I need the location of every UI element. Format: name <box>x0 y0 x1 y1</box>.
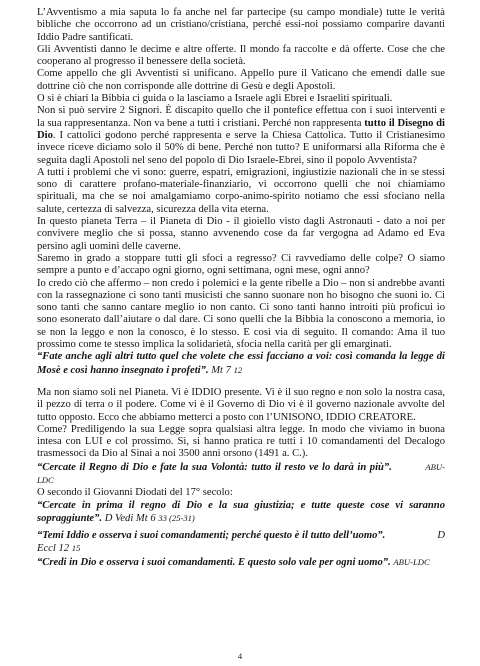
bible-quote <box>37 500 445 526</box>
paragraph: Io credo ciò che affermo – non credo i polemici e la gente ribelle a Dio – non si andrebbe avanti con la rassegnazione ci sono tanti musicisti che sanno suonare non ho bisogno che suoni io. Ci sono tanti che sanno cantare meglio io non canto. Ci sono tanti hanno introiti più proficui io sono esonerato dall’aiutare o dal dare. Ci sono quelli che la Bibbia la conoscono a memoria, io se non la leggo e non la conosco, è lo stesso. E così via di seguito. Il comando: Ama il tuo prossimo come te stesso implica la solidarietà, sfocia nella carità per gli emarginati. <box>37 277 445 351</box>
quote-text: “Credi in Dio e osserva i suoi comandamenti. E questo solo vale per ogni uomo”. <box>37 556 391 568</box>
bible-quote <box>37 351 445 377</box>
bible-quote <box>37 530 445 542</box>
paragraph: L’Avventismo a mia saputa lo fa anche nel far partecipe (su campo mondiale) tutte le verità bibliche che occorrono ad un cristiano/cristiana, perché essi-noi possiamo comparire davanti Iddio Padre santificati. <box>37 7 445 43</box>
paragraph: Ma non siamo soli nel Pianeta. Vi è IDDIO presente. Vi è il suo regno e non solo la nostra casa, il pezzo di terra o il podere. Come vi è il Governo di Dio vi è il governo nazionale avvolte del tutto opposto. Ecco che abbiamo metterci a posto con l’UNISONO, IDDIO CREATORE. <box>37 386 445 423</box>
paragraph: In questo pianeta Terra – il Pianeta di Dio - il gioiello visto dagli Astronauti - dato a noi per convivere meglio che si possa, stanno avvenendo cose da far vergogna ad Adamo ed Eva persino agli uomini delle caverne. <box>37 216 445 252</box>
quote-text: “Fate anche agli altri tutto quel che volete che essi facciano a voi: così comanda la legge di Mosè e così hanno insegnato i profeti”. <box>37 351 445 376</box>
page-body <box>37 7 445 569</box>
quote-verse: 33 (25-31) <box>158 512 195 523</box>
quote-reference: Mt 7 <box>211 364 231 376</box>
paragraph: Come? Prediligendo la sua Legge sopra qualsiasi altra legge. In modo che viviamo in buona intesa con LUI e col prossimo. Sì, si hanno pratica re tutti i 10 comandamenti del Decalogo trasmessoci da Dio al Sinai a noi 3500 anni orsono (1491 a. C.). <box>37 423 445 460</box>
quote-text: “Cercate in prima il regno di Dio e la sua giustizia; e tutte queste cose vi saranno sopraggiunte”. <box>37 499 445 524</box>
bible-quote <box>37 556 445 569</box>
paragraph: O si è chiari la Bibbia ci guida o la lasciamo a Israele agli Ebrei e Israeliti spirituali. <box>37 93 393 105</box>
paragraph: A tutti i problemi che vi sono: guerre, espatri, emigrazioni, ingiustizie nazionali che in se stessi sono di carattere profano-materiale-finanziario, vi occorrono quelli che noi chiamiamo spirituali, ma che se noi amalgamiamo corpo-animo-spirito notiamo che essi sfociano nella salute, certezza di salvezza, sicurezza della vita eterna. <box>37 166 445 215</box>
quote-reference-line <box>37 542 445 555</box>
paragraph: Gli Avventisti danno le decime e altre offerte. Il mondo fa raccolte e dà offerte. Cose che che cooperano al progresso il benessere della società. <box>37 43 445 68</box>
quote-text: “Temi Iddio e osserva i suoi comandamenti; perché questo è il tutto dell’uomo”. <box>37 530 386 542</box>
quote-verse: 15 <box>71 543 81 554</box>
quote-source: ABU-LDC <box>37 461 445 485</box>
paragraph: Saremo in grado a stoppare tutti gli sfoci a regresso? Ci ravvediamo delle colpe? O siamo sempre a punto e d’accapo ogni giorno, ogni settimana, ogni mese, ogni anno? <box>37 252 445 277</box>
bible-quote <box>37 461 445 488</box>
quote-reference: D Vedi Mt 6 <box>104 512 156 524</box>
quote-source: D <box>437 530 445 542</box>
quote-verse: 12 <box>233 364 243 375</box>
paragraph-text: . I cattolici godono perché rappresenta e serve la Chiesa Cattolica. Tutto il Cristianesimo invece riceve diciamo solo il 50% di bene. Perché non tutto? E uniformarsi alla Riforma che è seguita dagli Apostoli nel seno del popolo di Dio Israele-Ebrei, sino il popolo Avventista? <box>37 129 445 166</box>
quote-reference: Eccl 12 <box>37 543 70 555</box>
emphasis-text: tutto il Disegno di Dio <box>37 117 446 141</box>
paragraph: Come appello che gli Avventisti si unificano. Appello pure il Vaticano che emendi dalle sue dottrine ciò che non corrisponde alle dottrine di Gesù e degli Apostoli. <box>37 68 445 92</box>
paragraph <box>37 105 445 166</box>
quote-text: “Cercate il Regno di Dio e fate la sua Volontà: tutto il resto ve lo darà in più”. <box>37 461 392 473</box>
paragraph: O secondo il Giovanni Diodati del 17° secolo: <box>37 487 233 499</box>
quote-source: ABU-LDC <box>393 556 430 567</box>
page-number: 4 <box>237 651 243 661</box>
paragraph-text: Non si può servire 2 Signori. È discapito quello che il pontefice effettua con i suoi interventi e la sua rappresentanza. Non va bene a tutti i cristiani. Perché non rappresenta <box>37 105 445 129</box>
